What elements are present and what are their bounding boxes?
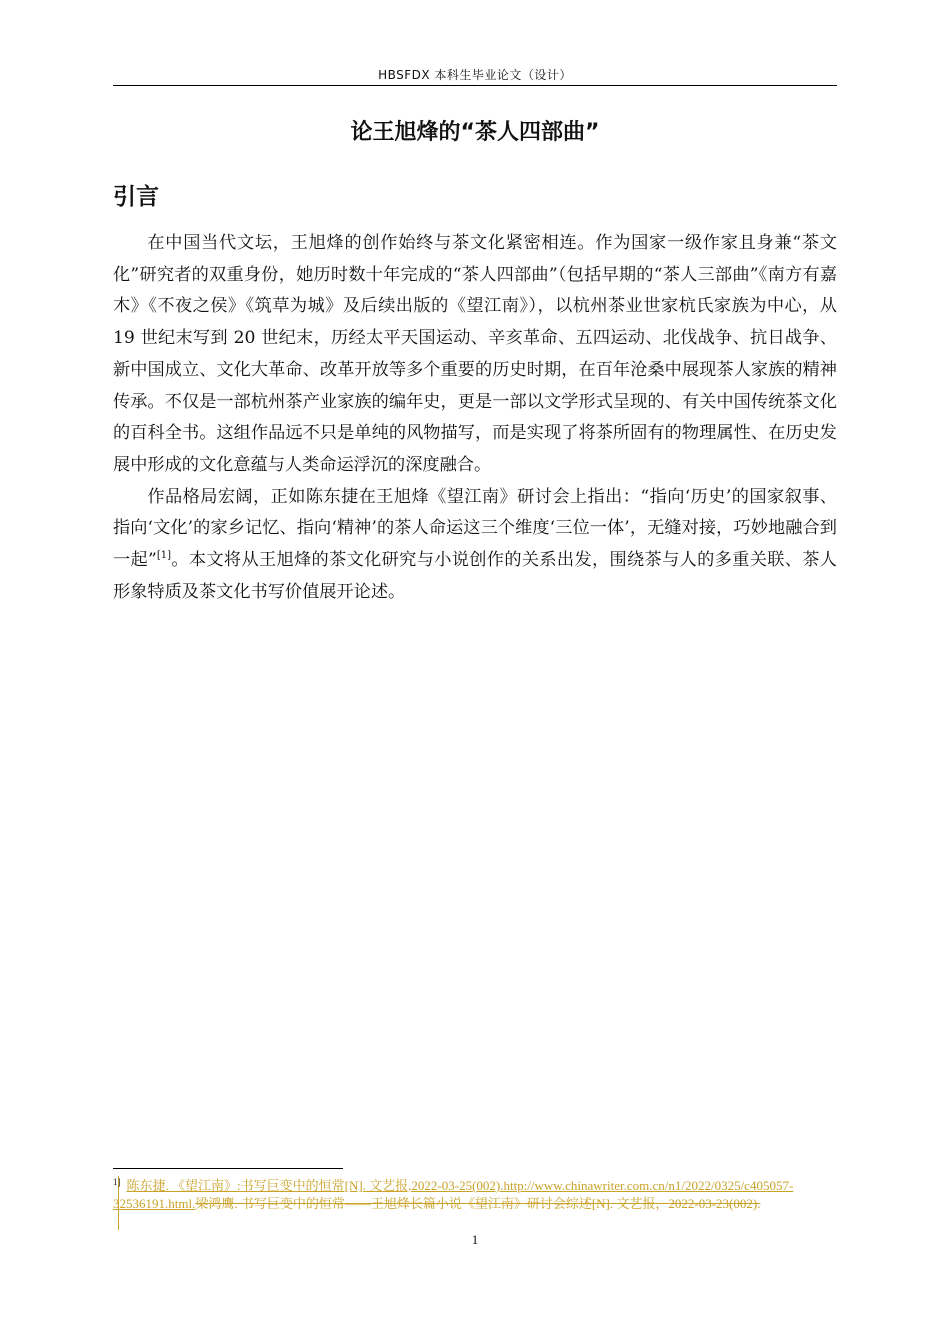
footnote-mark: 1] (113, 1177, 121, 1187)
footnote (113, 1177, 833, 1212)
citation-reference[interactable]: [1] (156, 550, 172, 562)
body-text (113, 228, 837, 608)
paragraph-2 (113, 482, 837, 609)
paragraph-2-text-after-ref: 。本文将从王旭烽的茶文化研究与小说创作的关系出发，围绕茶与人的多重关联、茶人形象特质及茶文化书写价值展开论述。 (113, 550, 837, 602)
header-divider (113, 85, 837, 86)
paragraph-1: 在中国当代文坛，王旭烽的创作始终与茶文化紧密相连。作为国家一级作家且身兼“茶文化”研究者的双重身份，她历时数十年完成的“茶人四部曲”（包括早期的“茶人三部曲”《南方有嘉木》《不夜之侯》《筑草为城》及后续出版的《望江南》），以杭州茶业世家杭氏家族为中心，从 19 世纪末写到 20 世纪末，历经太平天国运动、辛亥革命、五四运动、北伐战争、抗日战争、新中国成立、文化大革命、改革开放等多个重要的历史时期，在百年沧桑中展现茶人家族的精神传承。不仅是一部杭州茶产业家族的编年史，更是一部以文学形式呈现的、有关中国传统茶文化的百科全书。这组作品远不只是单纯的风物描写，而是实现了将茶所固有的物理属性、在历史发展中形成的文化意蕴与人类命运浮沉的深度融合。 (113, 233, 837, 475)
page-number: 1 (471, 1232, 479, 1247)
footnote-inserted-text[interactable]: 陈东捷. 《望江南》:书写巨变中的恒常[N]. 文艺报,2022-03-25(002).http://www.chinawriter.com.cn/n1/2022/0325/c405057-32536191.html. (113, 1178, 794, 1211)
page-header: HBSFDX 本科生毕业论文（设计） (378, 68, 572, 82)
footnote-deleted-text: 梁鸿鹰. 书写巨变中的恒常——王旭烽长篇小说《望江南》研讨会综述[N]. 文艺报，2022-03-23(002). (195, 1195, 761, 1211)
footnote-divider (113, 1168, 343, 1169)
section-heading-introduction: 引言 (113, 184, 159, 210)
paragraph-2-text-before-ref: 作品格局宏阔，正如陈东捷在王旭烽《望江南》研讨会上指出：“指向‘历史’的国家叙事、指向‘文化’的家乡记忆、指向‘精神’的茶人命运这三个维度‘三位一体’，无缝对接，巧妙地融合到一起” (113, 486, 837, 571)
document-title: 论王旭烽的“茶人四部曲” (350, 120, 600, 145)
